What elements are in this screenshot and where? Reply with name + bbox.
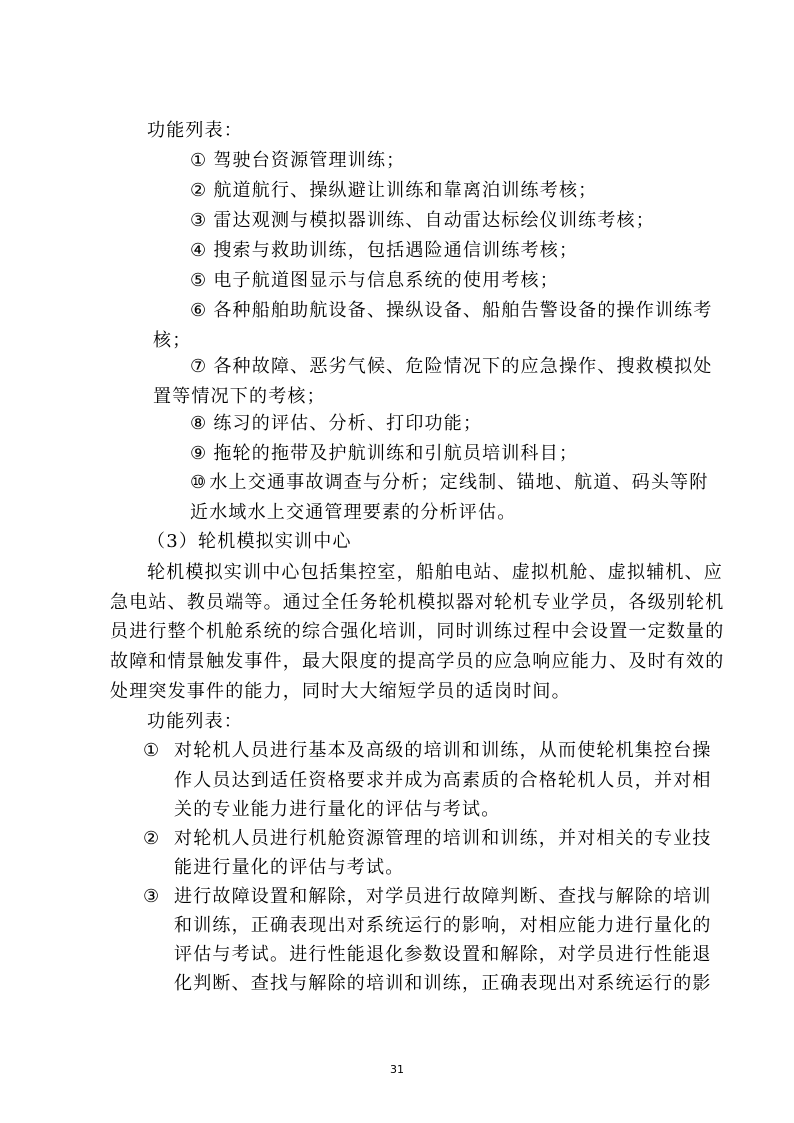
item-number: ① [190, 150, 208, 171]
item-number: ② [143, 828, 161, 849]
list-item [190, 236, 578, 266]
item-text: 各种船舶助航设备、操纵设备、船舶告警设备的操作训练考 [213, 300, 713, 321]
item-text-line: 能进行量化的评估与考试。 [174, 857, 405, 878]
item-number: ④ [190, 240, 208, 261]
item-text: 拖轮的拖带及护航训练和引航员培训科目； [213, 443, 579, 464]
paragraph-line: 轮机模拟实训中心包括集控室，船舶电站、虚拟机舱、虚拟辅机、应 [147, 562, 723, 583]
item-text-line: 关的专业能力进行量化的评估与考试。 [174, 799, 501, 820]
item-text-line: 作人员达到适任资格要求并成为高素质的合格轮机人员，并对相 [174, 770, 712, 791]
item-number: ③ [143, 886, 161, 907]
paragraph-line: 处理突发事件的能力，同时大大缩短学员的适岗时间。 [110, 681, 571, 702]
item-text: 各种故障、恶劣气候、危险情况下的应急操作、搜救模拟处 [213, 356, 713, 377]
item-number: ⑥ [190, 300, 208, 321]
item-text: 电子航道图显示与信息系统的使用考核； [213, 270, 559, 291]
item-text: 搜索与救助训练，包括遇险通信训练考核； [213, 240, 579, 261]
list-item [190, 176, 597, 206]
item-text-line: 评估与考试。进行性能退化参数设置和解除，对学员进行性能退 [174, 944, 712, 965]
list-item-continuation: 核； [153, 330, 192, 351]
list-item-continuation: 置等情况下的考核； [153, 386, 326, 407]
item-text-line: 化判断、查找与解除的培训和训练，正确表现出对系统运行的影 [174, 973, 712, 994]
list-item [190, 352, 713, 382]
page-number: 31 [390, 1063, 404, 1076]
paragraph-line: 员进行整个机舱系统的综合强化培训，同时训练过程中会设置一定数量的 [110, 621, 725, 642]
paragraph-line: 急电站、教员端等。通过全任务轮机模拟器对轮机专业学员，各级别轮机 [110, 592, 725, 613]
item-text-line: 进行故障设置和解除，对学员进行故障判断、查找与解除的培训 [174, 886, 712, 907]
item-text-line: 对轮机人员进行机舱资源管理的培训和训练，并对相关的专业技 [174, 828, 712, 849]
item-text: 航道航行、操纵避让训练和靠离泊训练考核； [213, 180, 598, 201]
item-text-line: 和训练，正确表现出对系统运行的影响，对相应能力进行量化的 [174, 915, 712, 936]
item-text: 水上交通事故调查与分析；定线制、锚地、航道、码头等附 [209, 472, 709, 493]
item-number: ⑩ [190, 472, 208, 493]
item-number: ① [143, 740, 161, 761]
section-title: （3）轮机模拟实训中心 [147, 531, 352, 552]
item-text: 练习的评估、分析、打印功能； [213, 413, 483, 434]
function-list-heading: 功能列表： [147, 120, 243, 141]
list-item [190, 206, 655, 236]
list-item [190, 146, 405, 176]
item-number: ⑦ [190, 356, 208, 377]
item-number: ⑧ [190, 413, 208, 434]
item-number: ③ [190, 210, 208, 231]
list-item [190, 409, 482, 439]
list-item [190, 468, 709, 498]
item-text: 雷达观测与模拟器训练、自动雷达标绘仪训练考核； [213, 210, 655, 231]
item-number: ⑨ [190, 443, 208, 464]
list-item-continuation: 近水域水上交通管理要素的分析评估。 [190, 502, 517, 523]
paragraph-line: 故障和情景触发事件，最大限度的提高学员的应急响应能力、及时有效的 [110, 651, 725, 672]
list-item [190, 266, 559, 296]
function-list-heading: 功能列表： [147, 711, 243, 732]
item-number: ⑤ [190, 270, 208, 291]
list-item [190, 439, 578, 469]
item-number: ② [190, 180, 208, 201]
list-item [190, 296, 713, 326]
item-text-line: 对轮机人员进行基本及高级的培训和训练，从而使轮机集控台操 [174, 740, 712, 761]
item-text: 驾驶台资源管理训练； [213, 150, 406, 171]
